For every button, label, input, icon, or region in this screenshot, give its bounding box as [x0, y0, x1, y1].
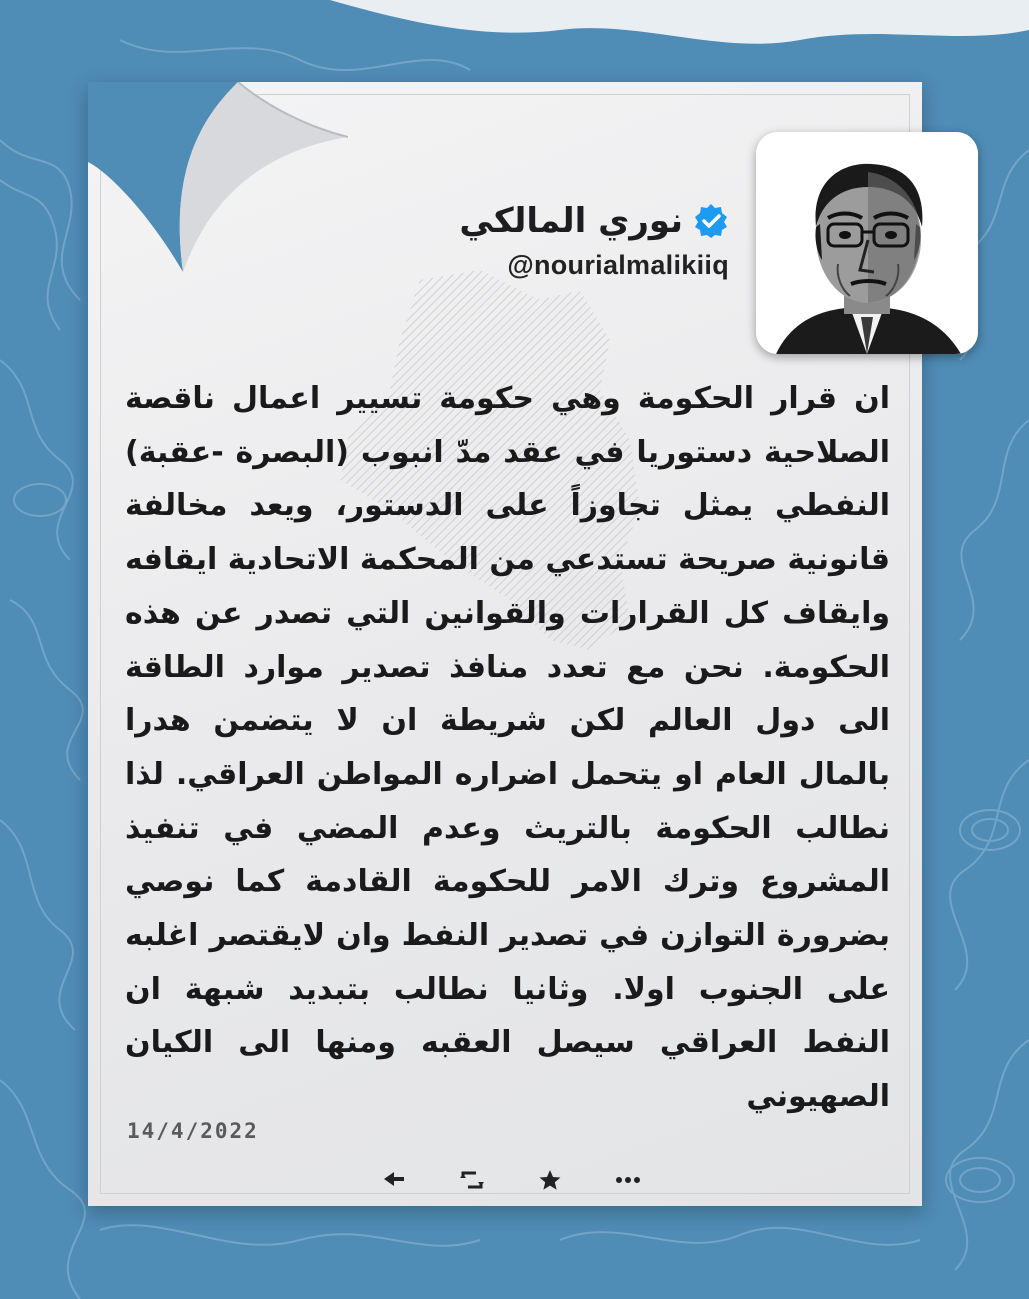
- retweet-button[interactable]: [452, 1160, 492, 1200]
- user-handle[interactable]: @nourialmalikiiq: [507, 250, 729, 280]
- retweet-icon: [452, 1160, 492, 1200]
- profile-name-row: [459, 196, 729, 246]
- favorite-button[interactable]: [530, 1160, 570, 1200]
- more-button[interactable]: [608, 1160, 648, 1200]
- avatar[interactable]: [756, 132, 978, 354]
- star-icon: [530, 1160, 570, 1200]
- display-name[interactable]: نوري المالكي: [459, 201, 683, 241]
- more-icon: [608, 1160, 648, 1200]
- tweet-text: ان قرار الحكومة وهي حكومة تسيير اعمال ناقصة الصلاحية دستوريا في عقد مدّ انبوب (البصرة -عقبة) النفطي يمثل تجاوزاً على الدستور، ويعد مخالفة قانونية صريحة تستدعي من المحكمة الاتحادية ايقافه وايقاف كل القرارات والقوانين التي تصدر عن هذه الحكومة. نحن مع تعدد منافذ تصدير موارد الطاقة الى دول العالم لكن شريطة ان لا يتضمن هدرا بالمال العام او يتحمل اضراره المواطن العراقي. لذا نطالب الحكومة بالتريث وعدم المضي في تنفيذ المشروع وترك الامر للحكومة القادمة كما نوصي بضرورة التوازن في تصدير النفط وان لايقتصر اغلبه على الجنوب اولا. وثانيا نطالب بتبديد شبهة ان النفط العراقي سيصل العقبه ومنها الى الكيان الصهيوني: [125, 381, 890, 1115]
- verified-badge-icon: [693, 203, 729, 239]
- reply-button[interactable]: [374, 1160, 414, 1200]
- tweet-date: 14/4/2022: [127, 1119, 259, 1143]
- tweet-actions: [360, 1160, 650, 1200]
- reply-icon: [374, 1160, 414, 1200]
